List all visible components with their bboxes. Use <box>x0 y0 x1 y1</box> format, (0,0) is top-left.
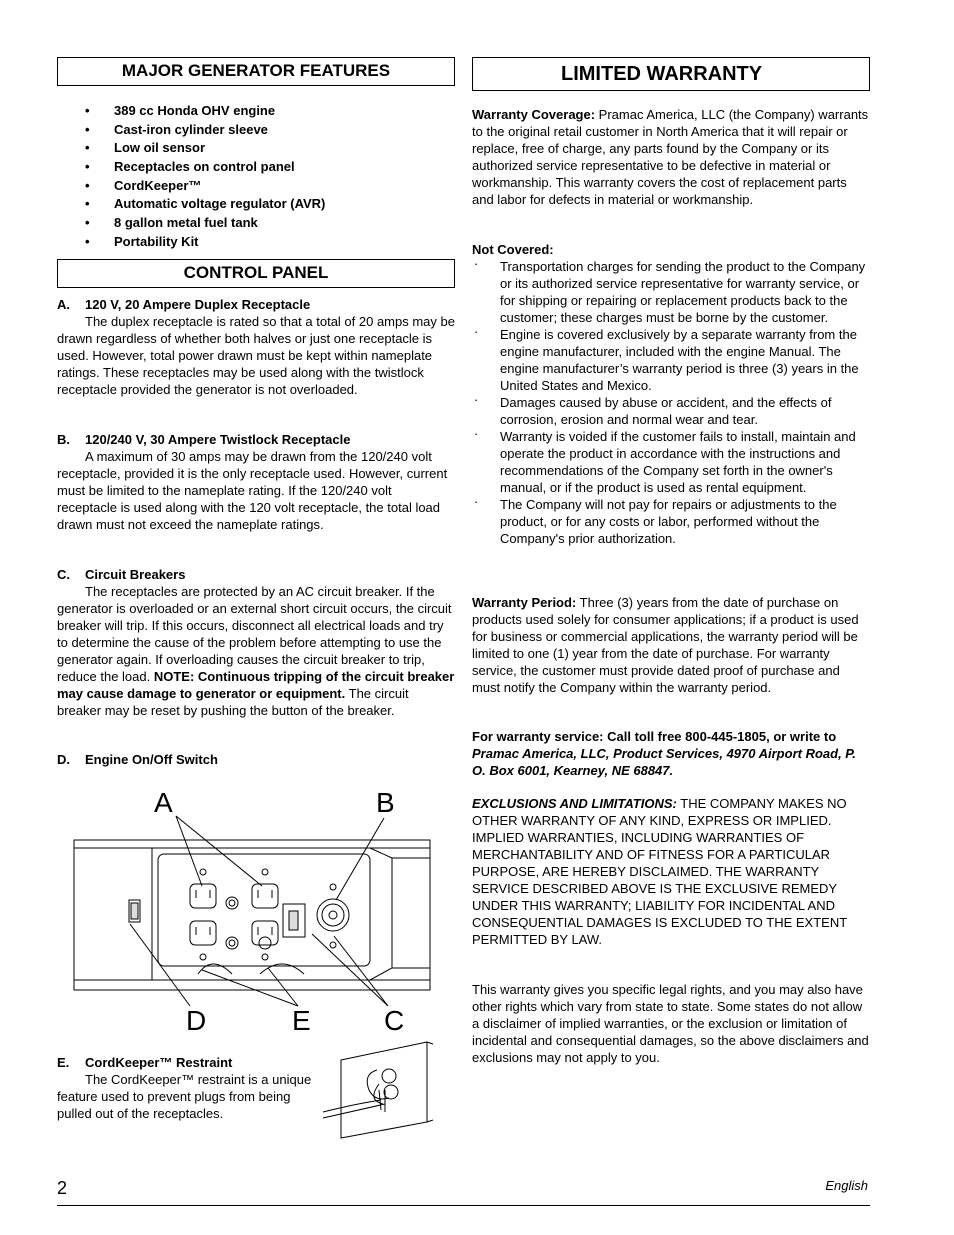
feature-item: • Low oil sensor <box>85 139 325 158</box>
feature-item: • CordKeeper™ <box>85 177 325 196</box>
twistlock-receptacle-icon <box>317 899 349 931</box>
section-a-body: The duplex receptacle is rated so that a total of 20 amps may be drawn regardless of whether both halves or just one receptacle is used. However, total power drawn must be kept within nameplate ratings. These receptacles may be used along with the twistlock receptacle provided the generator is not overloaded. <box>57 314 455 397</box>
section-d <box>57 751 455 768</box>
control-panel-heading: CONTROL PANEL <box>57 259 455 288</box>
not-covered-list <box>472 258 870 547</box>
feature-item: • Portability Kit <box>85 233 325 252</box>
control-panel-diagram <box>72 788 447 1038</box>
feature-item: • 389 cc Honda OHV engine <box>85 102 325 121</box>
section-b-title: B. 120/240 V, 30 Ampere Twistlock Receptacle <box>57 432 351 447</box>
features-list <box>85 102 325 252</box>
list-item: · Damages caused by abuse or accident, and the effects of corrosion, erosion and normal wear and tear. <box>472 394 870 428</box>
exclusions: EXCLUSIONS AND LIMITATIONS: THE COMPANY MAKES NO OTHER WARRANTY OF ANY KIND, EXPRESS OR IMPLIED. IMPLIED WARRANTIES, INCLUDING WARRANTIES OF MERCHANTABILITY AND OF FITNESS FOR A PARTICULAR PURPOSE, ARE HEREBY DISCLAIMED. THE WARRANTY SERVICE DESCRIBED ABOVE IS THE EXCLUSIVE REMEDY UNDER THIS WARRANTY; LIABILITY FOR INCIDENTAL AND CONSEQUENTIAL DAMAGES IS EXCLUDED TO THE EXTENT PERMITTED BY LAW. <box>472 796 847 947</box>
warranty-period: Warranty Period: Three (3) years from the date of purchase on products used solely for consumer applications; if a product is used for business or commercial applications, the warranty period will be limited to one (1) year from the date of purchase. For warranty service, the customer must provide dated proof of purchase and must notify the Company within the warranty period. <box>472 595 859 695</box>
section-a <box>57 296 455 398</box>
diagram-label-d: D <box>186 1005 207 1036</box>
list-item: · The Company will not pay for repairs or adjustments to the product, or for any costs or labor, performed without the Company's prior authorization. <box>472 496 870 547</box>
duplex-receptacle-icon <box>190 884 278 945</box>
diagram-label-a: A <box>154 788 173 818</box>
diagram-label-c: C <box>384 1005 405 1036</box>
list-item: · Transportation charges for sending the product to the Company or its authorized service representative for warranty service, or for shipping or repairing or replacement products back to the customer; these charges must be borne by the customer. <box>472 258 870 326</box>
section-b <box>57 431 455 533</box>
section-e-title: E. CordKeeper™ Restraint <box>57 1055 233 1070</box>
feature-item: • 8 gallon metal fuel tank <box>85 214 325 233</box>
feature-item: • Automatic voltage regulator (AVR) <box>85 195 325 214</box>
feature-item: • Receptacles on control panel <box>85 158 325 177</box>
section-e-body: The CordKeeper™ restraint is a unique feature used to prevent plugs from being pulled out of the receptacles. <box>57 1072 312 1121</box>
footer-rule <box>57 1205 870 1206</box>
diagram-label-e: E <box>292 1005 311 1036</box>
section-c <box>57 566 455 719</box>
list-item: · Warranty is voided if the customer fails to install, maintain and operate the product in accordance with the instructions and recommendations of the Company set forth in the owner's manual, or if the product is used as rental equipment. <box>472 428 870 496</box>
warranty-service: For warranty service: Call toll free 800-445-1805, or write to Pramac America, LLC, Product Services, 4970 Airport Road, P. O. Box 6001, Kearney, NE 68847. <box>472 729 856 778</box>
section-a-title: A. 120 V, 20 Ampere Duplex Receptacle <box>57 297 311 312</box>
not-covered-label: Not Covered: <box>472 242 554 257</box>
section-b-body: A maximum of 30 amps may be drawn from the 120/240 volt receptacle, provided it is the only receptacle used. However, current must be limited to the nameplate rating. If the 120/240 volt receptacle is used along with the 120 volt receptacle, the total load drawn must not exceed the nameplate ratings. <box>57 449 448 532</box>
page-number: 2 <box>57 1178 68 1198</box>
features-heading: MAJOR GENERATOR FEATURES <box>57 57 455 86</box>
cordkeeper-illustration <box>319 1040 439 1150</box>
diagram-label-b: B <box>376 788 395 818</box>
list-item: · Engine is covered exclusively by a separate warranty from the engine manufacturer, included with the engine Manual. The engine manufacturer’s warranty period is three (3) years in the United States and Mexico. <box>472 326 870 394</box>
section-c-title: C. Circuit Breakers <box>57 567 186 582</box>
feature-item: • Cast-iron cylinder sleeve <box>85 121 325 140</box>
language-label: English <box>825 1178 868 1193</box>
section-d-title: D. Engine On/Off Switch <box>57 752 218 767</box>
warranty-heading: LIMITED WARRANTY <box>472 57 870 91</box>
section-c-body: The receptacles are protected by an AC circuit breaker. If the generator is overloaded or an external short circuit occurs, the circuit breaker will trip. If this occurs, disconnect all electrical loads and try to determine the cause of the problem before attempting to use the generator again. If overloading causes the circuit breaker to trip, reduce the load. NOTE: Continuous tripping of the circuit breaker may cause damage to generator or equipment. The circuit breaker may be reset by pushing the button of the breaker. <box>57 584 455 718</box>
legal-rights: This warranty gives you specific legal rights, and you may also have other rights which vary from state to state. Some states do not allow a disclaimer of implied warranties, or the exclusion or limitation of incidental and consequential damages, so the above disclaimers and exclusions may not apply to you. <box>472 982 869 1065</box>
not-covered <box>472 241 870 547</box>
warranty-coverage: Warranty Coverage: Pramac America, LLC (the Company) warrants to the original retail customer in North America that it will repair or replace, free of charge, any parts found by the Company or its authorized service representative to be defective in material or workmanship. This warranty covers the cost of replacement parts and labor for defects in material or workmanship. <box>472 107 869 207</box>
